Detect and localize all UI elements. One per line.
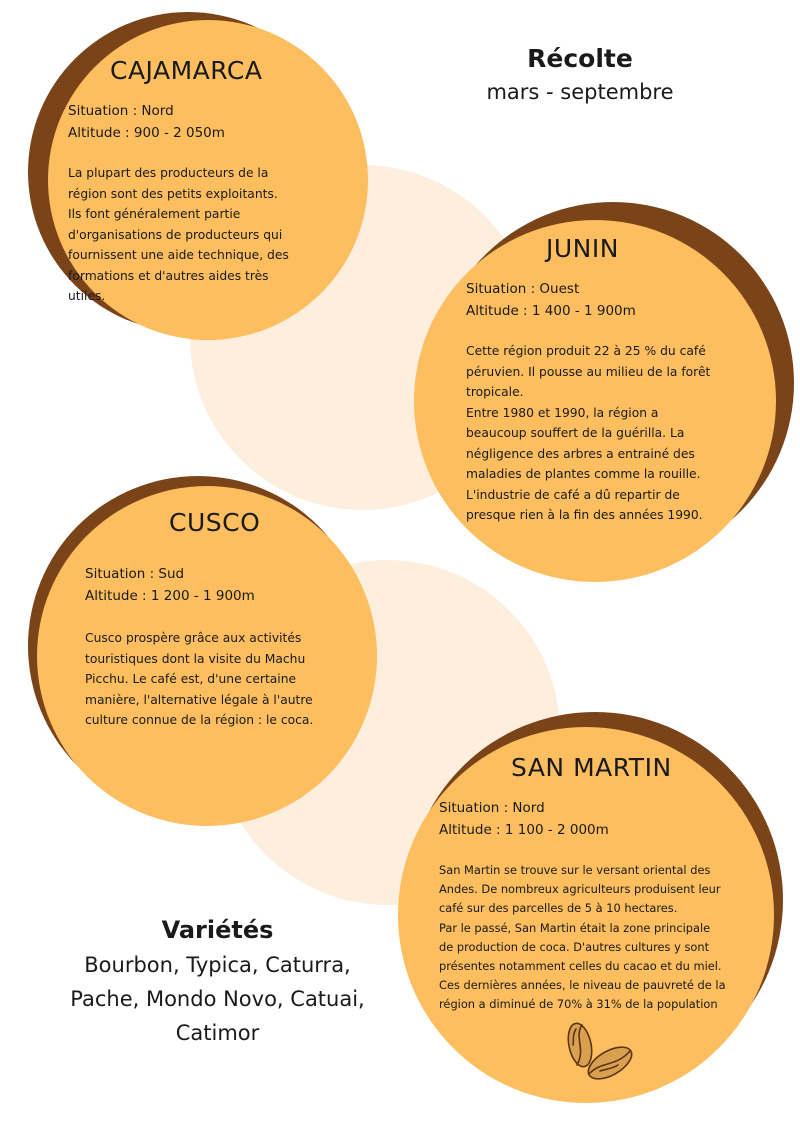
description-line: touristiques dont la visite du Machu <box>85 651 306 666</box>
region-title: JUNIN <box>546 234 619 263</box>
description-line: présentes notamment celles du cacao et du miel. <box>439 959 722 974</box>
region-altitude: Altitude : 1 200 - 1 900m <box>85 588 255 604</box>
region-title: CAJAMARCA <box>110 56 263 85</box>
region-meta <box>68 100 225 144</box>
description-line: région sont des petits exploitants. <box>68 186 278 201</box>
description-line: d'organisations de producteurs qui <box>68 227 283 242</box>
coffee-beans-icon <box>560 1019 640 1087</box>
varieties-line: Catimor <box>175 1021 260 1045</box>
description-line: fournissent une aide technique, des <box>68 248 289 262</box>
description-line: L'industrie de café a dû repartir de <box>466 487 680 502</box>
description-line: culture connue de la région : le coca. <box>85 713 314 727</box>
description-line: Entre 1980 et 1990, la région a <box>466 405 659 420</box>
description-line: beaucoup souffert de la guérilla. La <box>466 426 685 440</box>
region-junin <box>414 220 776 582</box>
region-description <box>85 628 313 731</box>
varieties-title: Variétés <box>161 916 274 944</box>
region-situation: Situation : Nord <box>68 103 174 119</box>
region-situation: Situation : Sud <box>85 566 185 582</box>
description-line: Ils font généralement partie <box>68 207 241 221</box>
region-san-martin <box>398 727 774 1103</box>
varieties-line: Pache, Mondo Novo, Catuai, <box>70 987 365 1011</box>
description-line: péruvien. Il pousse au milieu de la forêt <box>466 364 711 379</box>
description-line: région a diminué de 70% à 31% de la population <box>439 997 718 1012</box>
region-altitude: Altitude : 900 - 2 050m <box>68 125 225 141</box>
region-meta <box>85 563 255 607</box>
description-line: Picchu. Le café est, d'une certaine <box>85 672 297 686</box>
region-altitude: Altitude : 1 100 - 2 000m <box>439 822 609 838</box>
description-line: formations et d'autres aides très <box>68 268 269 283</box>
harvest-title: Récolte <box>527 44 633 73</box>
region-description <box>439 861 726 1015</box>
region-description <box>466 341 710 526</box>
description-line: négligence des arbres a entrainé des <box>466 446 695 461</box>
description-line: tropicale. <box>466 385 524 399</box>
region-meta <box>466 278 636 322</box>
description-line: San Martin se trouve sur le versant oriental des <box>439 863 711 877</box>
description-line: presque rien à la fin des années 1990. <box>466 508 703 522</box>
varieties-block <box>40 912 395 1050</box>
region-title: SAN MARTIN <box>511 753 672 782</box>
description-line: Ces dernières années, le niveau de pauvreté de la <box>439 978 726 993</box>
description-line: manière, l'alternative légale à l'autre <box>85 692 313 707</box>
region-situation: Situation : Nord <box>439 800 545 816</box>
description-line: Cette région produit 22 à 25 % du café <box>466 344 706 358</box>
harvest-block <box>440 42 720 108</box>
description-line: maladies de plantes comme la rouille. <box>466 467 701 481</box>
description-line: Cusco prospère grâce aux activités <box>85 631 302 645</box>
varieties-line: Bourbon, Typica, Caturra, <box>84 953 351 977</box>
region-description <box>68 163 289 307</box>
region-cusco <box>37 486 377 826</box>
region-altitude: Altitude : 1 400 - 1 900m <box>466 303 636 319</box>
region-situation: Situation : Ouest <box>466 281 580 297</box>
description-line: La plupart des producteurs de la <box>68 166 269 180</box>
region-title: CUSCO <box>169 508 261 537</box>
description-line: Andes. De nombreux agriculteurs produisent leur <box>439 882 721 897</box>
description-line: Par le passé, San Martin était la zone principale <box>439 920 711 935</box>
region-cajamarca <box>48 20 368 340</box>
description-line: utiles. <box>68 289 106 303</box>
description-line: de production de coca. D'autres cultures y sont <box>439 939 710 954</box>
harvest-period: mars - septembre <box>486 80 674 104</box>
description-line: café sur des parcelles de 5 à 10 hectares. <box>439 901 678 916</box>
region-meta <box>439 797 609 841</box>
